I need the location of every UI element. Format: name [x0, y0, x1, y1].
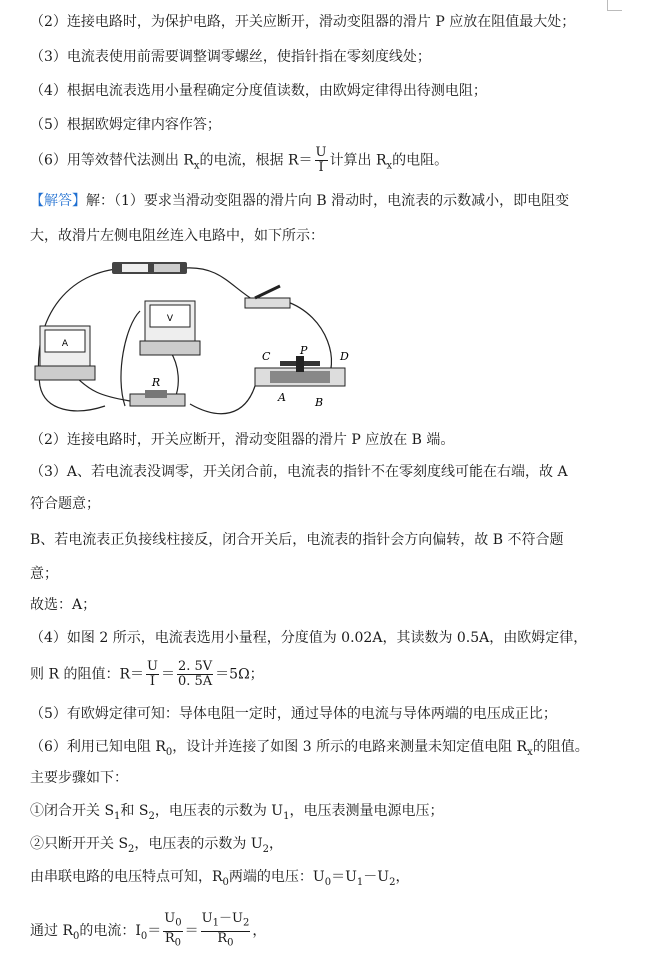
- answer-line-1b: 大，故滑片左侧电阻丝连入电路中，如下所示：: [30, 228, 324, 244]
- text-line-5: （5）根据欧姆定律内容作答；: [30, 117, 221, 133]
- rheostat-label-b: B: [315, 396, 324, 409]
- rheostat-icon: [255, 344, 349, 409]
- rheostat-label-d: D: [340, 350, 349, 363]
- voltmeter-icon: [140, 301, 200, 355]
- answer-line-3c: B、若电流表正负接线柱接反，闭合开关后，电流表的指针会方向偏转，故 B 不符合题: [30, 532, 564, 548]
- fraction-u0-over-r0: $\frac{U_0}{R_0}$: [164, 911, 182, 949]
- step-1: ①闭合开关 $S_1$和 $S_2$，电压表的示数为 $U_1$，电压表测量电源电压；: [30, 803, 444, 822]
- fraction-u1-u2-over-r0: $\frac{U_1-U_2}{R_0}$: [201, 911, 250, 949]
- answer-line-6: （6）利用已知电阻 $R_0$，设计并连接了如图 3 所示的电路来测量未知定值电阻 $R_x$的阻值。: [30, 739, 589, 758]
- answer-line-4a: （4）如图 2 所示，电流表选用小量程，分度值为 0.02A，其读数为 0.5A，由欧姆定律，: [30, 630, 588, 646]
- rheostat-label-a: A: [278, 391, 286, 404]
- answer-line-2: （2）连接电路时，开关应断开，滑动变阻器的滑片 P 应放在 B 端。: [30, 432, 455, 448]
- page-corner-mark: [607, 0, 622, 11]
- battery-icon: [112, 262, 187, 274]
- answer-line-3d: 意；: [30, 566, 58, 582]
- text-line-2: （2）连接电路时，为保护电路，开关应断开，滑动变阻器的滑片 P 应放在阻值最大处；: [30, 14, 576, 30]
- step-4: 通过 $R_0$的电流：$I_0=$ $\frac{U_0}{R_0}$ ＝ $\frac{U_1-U_2}{R_0}$ ，: [30, 911, 267, 949]
- resistor-label: R: [151, 376, 161, 389]
- step-3: 由串联电路的电压特点可知，$R_0$两端的电压：$U_0=U_1-U_2$，: [30, 869, 410, 888]
- answer-line-3e: 故选：A；: [30, 597, 97, 613]
- fraction-u-over-i-2: $\frac{U}{I}$: [146, 659, 158, 689]
- rheostat-label-p: P: [300, 344, 308, 357]
- answer-line-3b: 符合题意；: [30, 496, 100, 512]
- ammeter-label: A: [61, 339, 69, 349]
- step-2: ②只断开开关 $S_2$，电压表的示数为 $U_2$，: [30, 836, 284, 855]
- ammeter-icon: [35, 326, 95, 380]
- text-line-6: （6）用等效替代法测出 $R_x$的电流，根据 R＝ $\frac{U}{I}$ 计算出 $R_x$的电阻。: [30, 145, 449, 175]
- circuit-diagram: [30, 256, 349, 426]
- answer-line-1a: 【解答】解：（1）要求当滑动变阻器的滑片向 B 滑动时，电流表的示数减小，即电阻变: [30, 193, 570, 209]
- answer-tag: 【解答】: [30, 193, 86, 209]
- fraction-u-over-i: $\frac{U}{I}$: [315, 145, 327, 175]
- rheostat-label-c: C: [262, 350, 271, 363]
- answer-line-4b: 则 R 的阻值：R＝ $\frac{U}{I}$ ＝ $\frac{2. 5V}{0. 5A}$ ＝5Ω；: [30, 659, 264, 689]
- switch-icon: [245, 286, 290, 308]
- text-line-4: （4）根据电流表选用小量程确定分度值读数，由欧姆定律得出待测电阻；: [30, 83, 487, 99]
- text-line-3: （3）电流表使用前需要调整调零螺丝，使指针指在零刻度线处；: [30, 49, 431, 65]
- voltmeter-label: V: [166, 314, 174, 324]
- steps-title: 主要步骤如下：: [30, 770, 128, 786]
- answer-line-3a: （3）A、若电流表没调零，开关闭合前，电流表的指针不在零刻度线可能在右端，故 A: [30, 464, 568, 480]
- answer-line-5: （5）有欧姆定律可知：导体电阻一定时，通过导体的电流与导体两端的电压成正比；: [30, 706, 557, 722]
- fraction-values: $\frac{2. 5V}{0. 5A}$: [177, 659, 213, 689]
